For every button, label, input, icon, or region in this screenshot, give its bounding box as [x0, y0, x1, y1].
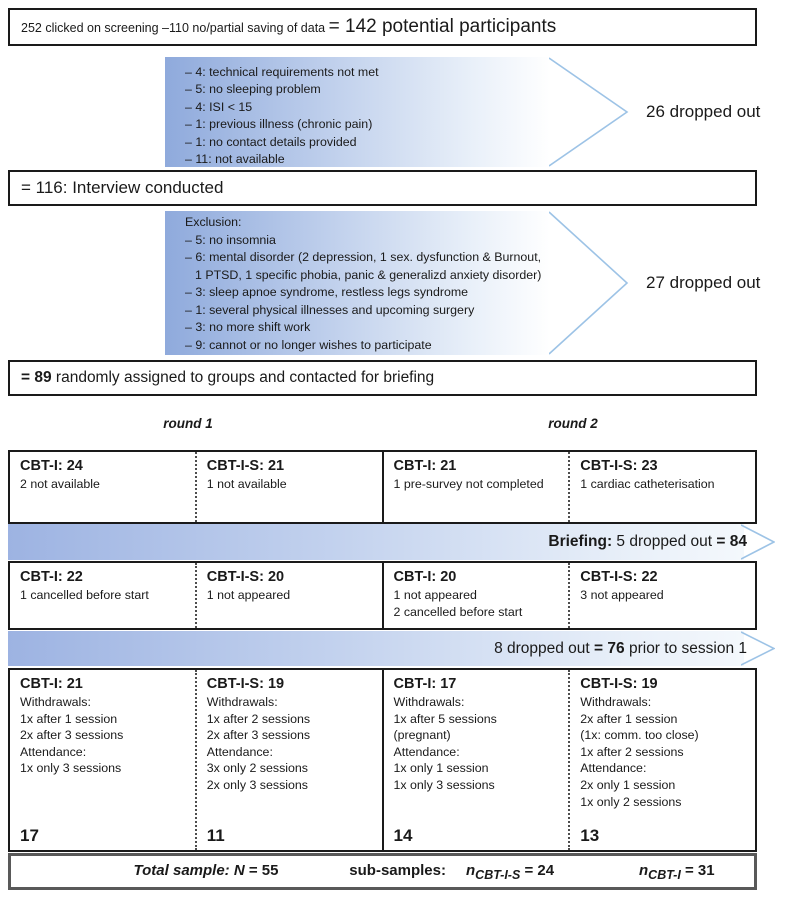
session1-dropout-band — [8, 631, 775, 666]
exclusion-arrow-2 — [165, 211, 630, 355]
group-title: CBT-I-S: 20 — [206, 569, 285, 585]
exclusion-item: – 5: no insomnia — [185, 232, 276, 247]
exclusion-item: – 3: sleep apnoe syndrome, restless legs syndrome — [185, 285, 469, 299]
group-cell-r2-cbt-i-s-round1 — [195, 563, 382, 628]
group-title: CBT-I: 22 — [20, 569, 83, 585]
group-note: Attendance: — [393, 744, 460, 759]
group-note: Attendance: — [20, 744, 87, 759]
group-final-count: 14 — [393, 826, 413, 845]
screening-result-text: = 142 potential participants — [328, 16, 557, 37]
group-note: 1x only 3 sessions — [20, 761, 122, 776]
n-value: = 24 — [520, 862, 555, 879]
group-note: 1x after 2 sessions — [580, 744, 684, 759]
exclusion-item-continuation: 1 PTSD, 1 specific phobia, panic & generalizd anxiety disorder) — [195, 267, 542, 282]
n-symbol: n — [639, 862, 649, 879]
total-sample-label: Total sample: N — [133, 862, 245, 879]
group-final-count: 17 — [20, 826, 39, 845]
randomization-text — [21, 369, 434, 387]
group-title: CBT-I: 24 — [20, 458, 83, 474]
group-title: CBT-I-S: 23 — [580, 458, 658, 474]
group-note: 3x only 2 sessions — [206, 761, 308, 776]
n-subscript: CBT-I — [648, 868, 681, 882]
group-note: 1x only 2 sessions — [580, 794, 682, 809]
group-note: Withdrawals: — [20, 695, 91, 709]
group-note: Attendance: — [580, 761, 647, 776]
group-note: 2x after 3 sessions — [20, 728, 124, 743]
band1-part-bold: = 84 — [716, 533, 747, 550]
session1-dropout-text — [494, 631, 747, 666]
group-cell-r1-cbt-i-s-round2 — [568, 452, 755, 522]
group-final-count: 11 — [206, 826, 225, 845]
randomization-rest: randomly assigned to groups and contacted for briefing — [51, 369, 435, 386]
briefing-dropout-band — [8, 524, 775, 560]
group-note: 1 cancelled before start — [20, 588, 149, 602]
group-cell-r2-cbt-i-s-round2 — [568, 563, 755, 628]
group-title: CBT-I-S: 21 — [206, 458, 285, 474]
group-note: 2 cancelled before start — [393, 604, 523, 619]
briefing-dropout-text — [548, 524, 747, 560]
randomization-count: = 89 — [21, 369, 52, 386]
briefing-row — [8, 450, 757, 524]
band2-part-bold: = 76 — [594, 639, 625, 657]
subsample-cbt-i-s-count — [466, 856, 554, 887]
group-note: 1 pre-survey not completed — [393, 477, 544, 491]
exclusion-item: – 1: previous illness (chronic pain) — [185, 117, 373, 132]
interview-text: = 116: Interview conducted — [21, 178, 224, 197]
group-note: 1x after 5 sessions — [393, 711, 497, 726]
group-cell-r3-cbt-i-round1 — [10, 670, 195, 850]
group-note: 2x after 3 sessions — [206, 728, 311, 743]
group-cell-r2-cbt-i-round2 — [382, 563, 569, 628]
group-note: 2x only 3 sessions — [206, 777, 308, 792]
group-cell-r3-cbt-i-s-round2 — [568, 670, 755, 850]
n-value: = 31 — [680, 862, 715, 879]
group-note: Attendance: — [206, 744, 273, 759]
group-note: Withdrawals: — [580, 695, 652, 709]
group-note: 1x after 1 session — [20, 711, 118, 726]
exclusion-item: – 11: not available — [185, 152, 285, 167]
group-final-count: 13 — [580, 826, 600, 845]
group-cell-r3-cbt-i-s-round1 — [195, 670, 382, 850]
exclusion-item: – 1: several physical illnesses and upcoming surgery — [185, 302, 475, 317]
subsample-cbt-i-count — [639, 856, 715, 887]
group-cell-r1-cbt-i-round1 — [10, 452, 195, 522]
exclusion-item: – 4: technical requirements not met — [185, 65, 379, 79]
group-note: (1x: comm. too close) — [580, 728, 699, 743]
band1-part-bold: Briefing: — [548, 533, 613, 550]
subsamples-label: sub-samples: — [349, 862, 446, 879]
band2-part: 8 dropped out — [494, 639, 595, 657]
group-note: Withdrawals: — [206, 695, 278, 709]
group-note: 1x only 1 session — [393, 761, 489, 776]
exclusion-arrow-1-chevron-icon — [549, 57, 629, 167]
group-title: CBT-I: 21 — [393, 458, 457, 474]
screening-box — [8, 8, 757, 46]
dropout-count-1: 26 dropped out — [646, 102, 761, 121]
screening-detail-text: 252 clicked on screening –110 no/partial saving of data — [21, 21, 329, 35]
group-title: CBT-I-S: 19 — [580, 676, 658, 692]
group-note: 1 not available — [206, 477, 287, 491]
exclusion-item: – 9: cannot or no longer wishes to participate — [185, 337, 432, 352]
group-cell-r3-cbt-i-round2 — [382, 670, 569, 850]
randomization-box — [8, 360, 757, 396]
round-2-label: round 2 — [548, 416, 598, 431]
completion-row — [8, 668, 757, 852]
group-note: 1x after 2 sessions — [206, 711, 311, 726]
n-subscript: CBT-I-S — [475, 868, 521, 882]
group-note: 1 not appeared — [393, 588, 477, 602]
dropout-count-2: 27 dropped out — [646, 273, 761, 292]
group-note: Withdrawals: — [393, 695, 465, 709]
exclusion-item: – 3: no more shift work — [185, 320, 311, 334]
group-cell-r1-cbt-i-round2 — [382, 452, 569, 522]
exclusion-list-1 — [185, 64, 379, 168]
total-sample-value: = 55 — [244, 862, 279, 879]
exclusion-list-2 — [185, 214, 541, 354]
group-note: 2x after 1 session — [580, 711, 678, 726]
exclusion-item: – 4: ISI < 15 — [185, 99, 253, 114]
group-note: 1 cardiac catheterisation — [580, 477, 715, 491]
total-sample-bar — [8, 853, 757, 890]
group-note: 2x only 1 session — [580, 777, 676, 792]
round-1-label: round 1 — [163, 416, 213, 431]
pre-session-row — [8, 561, 757, 630]
group-title: CBT-I: 20 — [393, 569, 457, 585]
group-note: 3 not appeared — [580, 588, 664, 602]
exclusion-item: – 1: no contact details provided — [185, 134, 357, 149]
group-cell-r1-cbt-i-s-round1 — [195, 452, 382, 522]
group-title: CBT-I: 21 — [20, 676, 83, 692]
n-symbol: n — [466, 862, 476, 879]
exclusion-arrow-2-chevron-icon — [549, 211, 629, 355]
group-title: CBT-I: 17 — [393, 676, 457, 692]
group-note: (pregnant) — [393, 728, 451, 743]
screening-text — [21, 16, 556, 38]
interview-box — [8, 170, 757, 206]
group-title: CBT-I-S: 19 — [206, 676, 285, 692]
group-title: CBT-I-S: 22 — [580, 569, 658, 585]
exclusion-header: Exclusion: — [185, 215, 242, 229]
band1-part: 5 dropped out — [612, 533, 717, 550]
group-note: 1x only 3 sessions — [393, 777, 495, 792]
group-note: 1 not appeared — [206, 588, 291, 602]
exclusion-item: – 5: no sleeping problem — [185, 82, 321, 97]
exclusion-arrow-1 — [165, 57, 630, 167]
group-cell-r2-cbt-i-round1 — [10, 563, 195, 628]
exclusion-item: – 6: mental disorder (2 depression, 1 sex. dysfunction & Burnout, — [185, 250, 542, 264]
group-note: 2 not available — [20, 477, 100, 491]
band2-part: prior to session 1 — [624, 639, 747, 657]
